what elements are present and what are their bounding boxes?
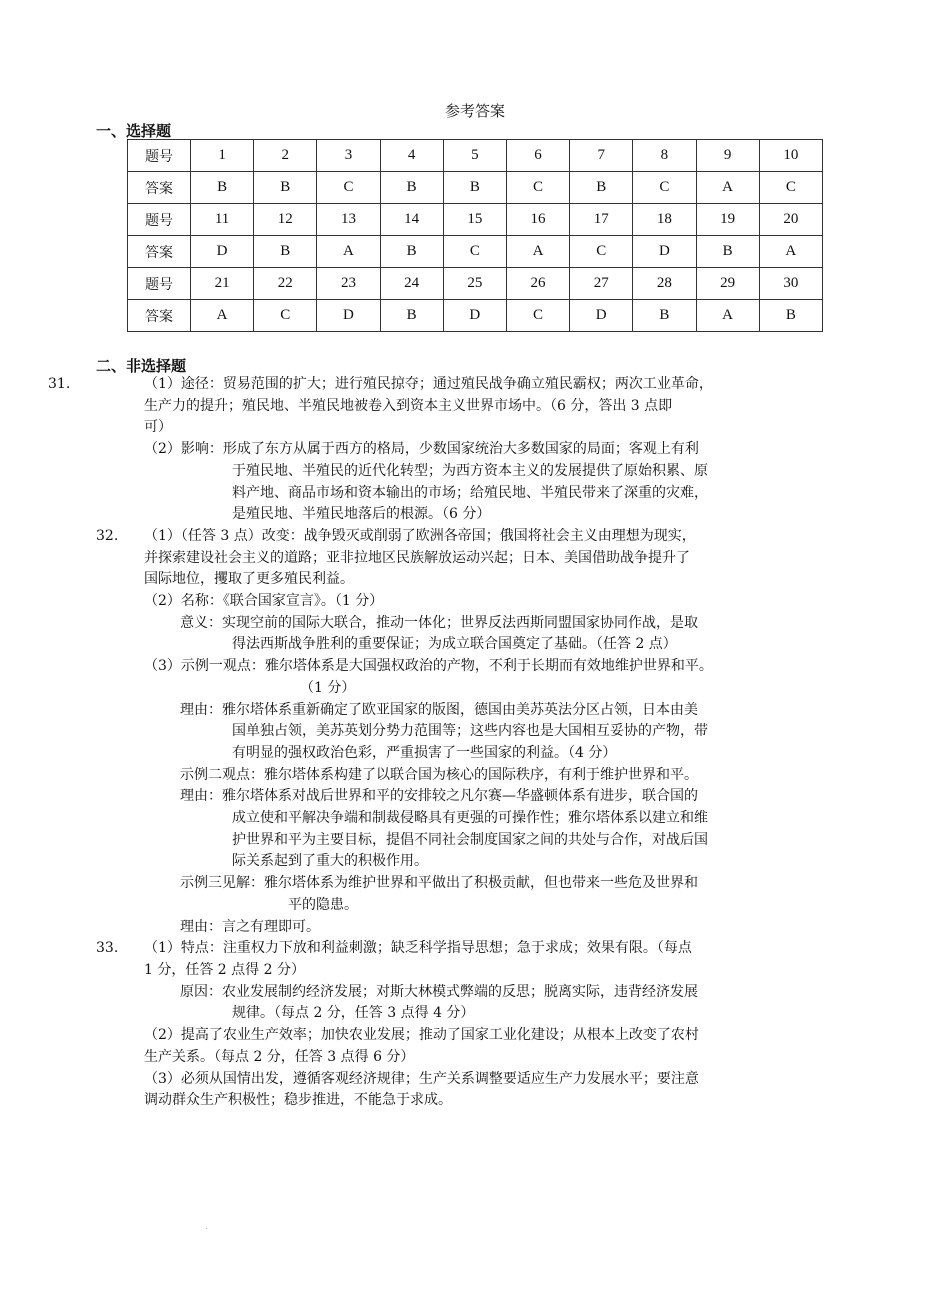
q32-reason2-line4: 际关系起到了重大的积极作用。 [232, 853, 428, 870]
answer-cell: D [191, 236, 254, 268]
answer-cell: D [633, 236, 696, 268]
q32-number: 32. [96, 527, 119, 544]
q32-part2-line2: 意义：实现空前的国际大联合，推动一体化；世界反法西斯同盟国家协同作战，是取 [180, 614, 698, 631]
q33-part3-line2: 调动群众生产积极性；稳步推进，不能急于求成。 [144, 1092, 452, 1109]
answer-cell: C [759, 172, 822, 204]
question-number-row [128, 204, 823, 236]
answer-cell: B [570, 172, 633, 204]
q31-part1-line2: 生产力的提升；殖民地、半殖民地被卷入到资本主义世界市场中。（6 分，答出 3 点即 [144, 397, 673, 414]
q31-part2-line2: 于殖民地、半殖民的近代化转型；为西方资本主义的发展提供了原始积累、原 [232, 462, 708, 479]
answer-cell: B [633, 300, 696, 332]
question-number-cell: 22 [254, 268, 317, 300]
answer-cell: C [317, 172, 380, 204]
footer-mark: . [205, 1222, 208, 1231]
answer-table [127, 139, 823, 332]
question-number-cell: 28 [633, 268, 696, 300]
answer-cell: C [506, 300, 569, 332]
question-number-cell: 30 [759, 268, 822, 300]
q33-part2-line2: 生产关系。（每点 2 分，任答 3 点得 6 分） [144, 1048, 415, 1065]
q33-cause-line1: 原因：农业发展制约经济发展；对斯大林模式弊端的反思；脱离实际，违背经济发展 [180, 983, 698, 1000]
answer-cell: B [380, 172, 443, 204]
q33-number: 33. [96, 940, 119, 957]
row-label-question: 题号 [128, 140, 191, 172]
q32-part1-text-a: （1）（任答 3 点）改变：战争毁灭或削弱了欧洲各帝国；俄国将社会主义由理想为现实， [144, 527, 696, 544]
row-label-answer: 答案 [128, 300, 191, 332]
section2-heading: 二、非选择题 [96, 357, 187, 375]
question-number-cell: 11 [191, 204, 254, 236]
q32-reason2-line3: 护世界和平为主要目标，提倡不同社会制度国家之间的共处与合作，对战后国 [232, 831, 708, 848]
q32-part3-line2: （1 分） [300, 679, 356, 696]
q31-part1-line3: 可） [144, 419, 172, 436]
q32-part1-line2: 并探索建设社会主义的道路；亚非拉地区民族解放运动兴起；日本、美国借助战争提升了 [144, 549, 690, 566]
question-number-cell: 5 [443, 140, 506, 172]
section1-heading: 一、选择题 [96, 122, 172, 140]
question-number-cell: 25 [443, 268, 506, 300]
q32-reason2-line1: 理由：雅尔塔体系对战后世界和平的安排较之凡尔赛—华盛顿体系有进步，联合国的 [180, 788, 698, 805]
question-number-cell: 20 [759, 204, 822, 236]
answer-row [128, 236, 823, 268]
question-number-cell: 1 [191, 140, 254, 172]
question-number-cell: 7 [570, 140, 633, 172]
q31-part1-line1 [48, 374, 856, 396]
question-number-cell: 29 [696, 268, 759, 300]
q33-part2-line1: （2）提高了农业生产效率；加快农业发展；推动了国家工业化建设；从根本上改变了农村 [144, 1027, 699, 1044]
answer-cell: A [696, 300, 759, 332]
answer-cell: A [191, 300, 254, 332]
page-title: 参考答案 [444, 102, 505, 120]
answer-cell: C [506, 172, 569, 204]
q32-example2-line: 示例二观点：雅尔塔体系构建了以联合国为核心的国际秩序，有利于维护世界和平。 [180, 766, 698, 783]
answer-cell: C [570, 236, 633, 268]
free-response-answers [48, 374, 856, 1112]
q31-number: 31. [48, 376, 71, 392]
q32-reason1-line2: 国单独占领，美苏英划分势力范围等；这些内容也是大国相互妥协的产物，带 [232, 723, 708, 740]
answer-cell: C [254, 300, 317, 332]
answer-cell: B [443, 172, 506, 204]
q32-part1-line3: 国际地位，攫取了更多殖民利益。 [144, 571, 354, 588]
row-label-question: 题号 [128, 204, 191, 236]
answer-cell: D [570, 300, 633, 332]
answer-cell: A [506, 236, 569, 268]
answer-cell: B [191, 172, 254, 204]
q31-part2-line1: （2）影响：形成了东方从属于西方的格局，少数国家统治大多数国家的局面；客观上有利 [144, 441, 699, 458]
answer-cell: B [254, 236, 317, 268]
question-number-cell: 6 [506, 140, 569, 172]
q32-example3-line2: 平的隐患。 [288, 896, 358, 913]
question-number-cell: 12 [254, 204, 317, 236]
answer-cell: A [696, 172, 759, 204]
question-number-cell: 13 [317, 204, 380, 236]
q32-example3-line1: 示例三见解：雅尔塔体系为维护世界和平做出了积极贡献，但也带来一些危及世界和 [180, 875, 698, 892]
q33-part3-line1: （3）必须从国情出发，遵循客观经济规律；生产关系调整要适应生产力发展水平；要注意 [144, 1070, 699, 1087]
q32-reason2-line2: 成立使和平解决争端和制裁侵略具有更强的可操作性；雅尔塔体系以建立和维 [232, 810, 708, 827]
question-number-cell: 18 [633, 204, 696, 236]
answer-cell: A [759, 236, 822, 268]
question-number-cell: 27 [570, 268, 633, 300]
question-number-cell: 2 [254, 140, 317, 172]
question-number-cell: 26 [506, 268, 569, 300]
answer-cell: B [759, 300, 822, 332]
answer-cell: A [317, 236, 380, 268]
q31-part2-line4: 是殖民地、半殖民地落后的根源。（6 分） [232, 506, 491, 523]
question-number-cell: 9 [696, 140, 759, 172]
q33-part1-text-a: （1）特点：注重权力下放和利益刺激；缺乏科学指导思想；急于求成；效果有限。（每点 [144, 940, 692, 957]
q32-part1-line1 [96, 526, 856, 548]
question-number-cell: 16 [506, 204, 569, 236]
answer-row [128, 300, 823, 332]
answer-cell: C [633, 172, 696, 204]
question-number-cell: 17 [570, 204, 633, 236]
row-label-answer: 答案 [128, 172, 191, 204]
q33-part1-line2: 1 分，任答 2 点得 2 分） [144, 961, 305, 978]
question-number-row [128, 268, 823, 300]
row-label-question: 题号 [128, 268, 191, 300]
question-number-cell: 14 [380, 204, 443, 236]
question-number-cell: 8 [633, 140, 696, 172]
question-number-cell: 10 [759, 140, 822, 172]
answer-cell: B [696, 236, 759, 268]
answer-row [128, 172, 823, 204]
question-number-cell: 15 [443, 204, 506, 236]
answer-cell: B [380, 300, 443, 332]
answer-cell: C [443, 236, 506, 268]
answer-cell: B [380, 236, 443, 268]
question-number-cell: 4 [380, 140, 443, 172]
question-number-cell: 3 [317, 140, 380, 172]
answer-cell: D [443, 300, 506, 332]
q33-part1-line1 [96, 938, 856, 960]
answer-cell: D [317, 300, 380, 332]
q32-part2-line3: 得法西斯战争胜利的重要保证；为成立联合国奠定了基础。（任答 2 点） [232, 636, 677, 653]
answer-cell: B [254, 172, 317, 204]
q32-reason1-line1: 理由：雅尔塔体系重新确定了欧亚国家的版图，德国由美苏英法分区占领，日本由美 [180, 701, 698, 718]
question-number-cell: 21 [191, 268, 254, 300]
q32-reason1-line3: 有明显的强权政治色彩，严重损害了一些国家的利益。（4 分） [232, 744, 617, 761]
q33-cause-line2: 规律。（每点 2 分，任答 3 点得 4 分） [232, 1005, 475, 1022]
question-number-cell: 23 [317, 268, 380, 300]
q32-part2-line1: （2）名称：《联合国家宣言》。（1 分） [144, 593, 384, 610]
q31-part1-text-a: （1）途径：贸易范围的扩大；进行殖民掠夺；通过殖民战争确立殖民霸权；两次工业革命， [144, 376, 713, 392]
question-number-cell: 19 [696, 204, 759, 236]
q32-reason3-line: 理由：言之有理即可。 [180, 918, 320, 935]
q31-part2-line3: 料产地、商品市场和资本输出的市场；给殖民地、半殖民带来了深重的灾难， [232, 484, 708, 501]
q32-part3-line1: （3）示例一观点：雅尔塔体系是大国强权政治的产物，不利于长期而有效地维护世界和平。 [144, 658, 713, 675]
question-number-cell: 24 [380, 268, 443, 300]
question-number-row [128, 140, 823, 172]
row-label-answer: 答案 [128, 236, 191, 268]
